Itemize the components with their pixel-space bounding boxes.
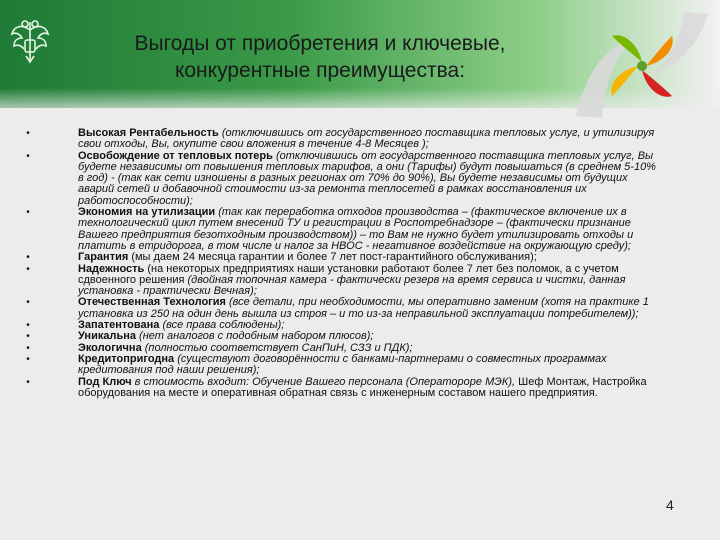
list-item: • Освобождение от тепловых потерь (отключившись от государственного поставщика тепловых услуг, Вы будете независимы от повышения тепловых тарифов, а они (Тарифы) будут повышаться (в среднем 5-10% в год) - (так как сети изношены в разных регионах от 70% до 90%), Вы будете независимы от будущих аварий сетей и добавочной стоимости из-за ремонта теплосетей в рамках восстановления их работоспособности); [22, 151, 662, 207]
bullet-icon: • [26, 331, 30, 343]
bullet-icon: • [26, 207, 30, 219]
list-item: • Уникальна (нет аналогов с подобным набором плюсов); [22, 331, 662, 342]
title-line-2: конкурентные преимущества: [174, 59, 466, 82]
page-number: 4 [666, 497, 674, 513]
bullet-icon: • [26, 342, 30, 354]
company-logo-icon [568, 6, 716, 124]
list-item: • Надежность (на некоторых предприятиях наши установки работают более 7 лет без поломок, а с учетом сдвоенного решения (двойная топочная камера - фактически резерв на время сервиса и чистки, данная установка - практически Вечная); [22, 264, 662, 298]
bullet-icon: • [26, 353, 30, 365]
coat-of-arms-icon [8, 16, 52, 66]
list-item: • Под Ключ в стоимость входит: Обучение Вашего персонала (Оператороре МЭК), Шеф Монтаж, Настройка оборудования на месте и оперативная обратная связь с инженерным составом нашего предприятия. [22, 377, 662, 400]
list-item: • Гарантия (мы даем 24 месяца гарантии и более 7 лет пост-гарантийного обслуживания); [22, 252, 662, 263]
slide-title [90, 30, 550, 84]
list-item: • Запатентована (все права соблюдены); [22, 320, 662, 331]
list-item: • Кредитопригодна (существуют договорённости с банками-партнерами о совместных программах кредитования под наши решения); [22, 354, 662, 377]
bullet-icon: • [26, 252, 30, 264]
bullet-icon: • [26, 128, 30, 139]
list-item: • Экономия на утилизации (так как переработка отходов производства – (фактическое включение их в технологический цикл путем внесений ТУ и регистрации в Роспотребнадзоре – (фактически признание Вашего предприятия безотходным производством)) – то Вам не нужно будет утилизировать отходы и платить в етридорога, в том числе и налог за НВОС - негативное воздействие на окружающую среду); [22, 207, 662, 252]
bullet-icon: • [26, 320, 30, 332]
list-item: • Отечественная Технология (все детали, при необходимости, мы оперативно заменим (хотя на практике 1 установка из 250 на один день вышла из строя – и то из-за неправильной эксплуатации потребителем)); [22, 297, 662, 320]
bullet-icon: • [26, 297, 30, 309]
bullet-icon: • [26, 263, 30, 275]
title-line-1: Выгоды от приобретения и ключевые, [134, 32, 506, 55]
bullet-icon: • [26, 376, 30, 388]
bullet-icon: • [26, 150, 30, 162]
advantages-list [22, 128, 662, 399]
list-item: • Экологична (полностью соответствует СанПиН, СЗЗ и ПДК); [22, 343, 662, 354]
list-item: • Высокая Рентабельность (отключившись от государственного поставщика тепловых услуг, и утилизируя свои отходы, Вы, окупите свои вложения в течение 4-8 Месяцев ); [22, 128, 662, 151]
